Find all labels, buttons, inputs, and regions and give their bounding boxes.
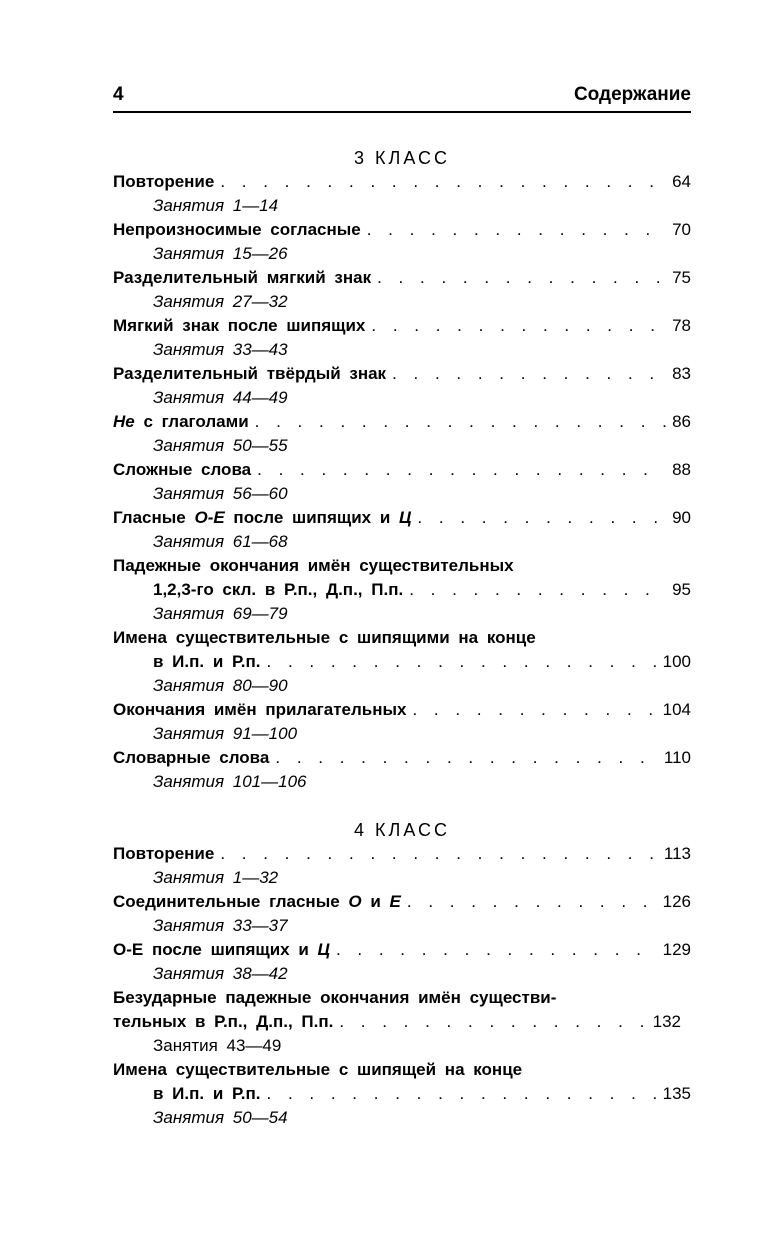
- entry-title: Разделительный мягкий знак: [113, 268, 372, 287]
- entry-title-italic: О-Е: [194, 508, 225, 527]
- entry-title-part: Соединительные гласные: [113, 892, 349, 911]
- page-number: 4: [113, 84, 124, 105]
- entry-title-line1: Имена существительные с шипящими на конце: [113, 628, 536, 647]
- toc-entry: [113, 170, 691, 194]
- entry-title-part: О-Е после шипящих и: [113, 940, 318, 959]
- toc-entry: [113, 842, 691, 866]
- header-rule: [113, 111, 691, 113]
- toc-entry: [113, 626, 691, 650]
- entry-title-part: после шипящих и: [224, 508, 400, 527]
- section-title-grade4: 4 КЛАСС: [354, 820, 450, 840]
- entry-page: 78: [672, 316, 691, 335]
- toc-entry: [113, 266, 691, 290]
- entry-title: Словарные слова: [113, 748, 270, 767]
- toc-entry: [113, 362, 691, 386]
- entry-title-rest: с глаголами: [134, 412, 249, 431]
- entry-title-line1: Имена существительные с шипящей на конце: [113, 1060, 523, 1079]
- dot-leader: [377, 266, 666, 290]
- entry-title-line2: в И.п. и Р.п.: [153, 652, 261, 671]
- toc-entry: [113, 554, 691, 578]
- entry-lessons: Занятия 38—42: [153, 964, 288, 983]
- entry-page: 90: [672, 508, 691, 527]
- dot-leader: [220, 842, 658, 866]
- toc-entry-continued: [113, 578, 691, 602]
- entry-lessons: Занятия 91—100: [153, 724, 298, 743]
- entry-page: 129: [662, 940, 691, 959]
- entry-title-line2: в И.п. и Р.п.: [153, 1084, 261, 1103]
- entry-page: 88: [672, 460, 691, 479]
- entry-page: 132: [652, 1012, 681, 1031]
- entry-title: [113, 506, 411, 530]
- entry-title-line1: Падежные окончания имён существительных: [113, 556, 514, 575]
- toc-entry: [113, 506, 691, 530]
- entry-page: 135: [662, 1084, 691, 1103]
- entry-lessons: Занятия 50—54: [153, 1108, 288, 1127]
- toc-entry: [113, 746, 691, 770]
- toc-entry: [113, 218, 691, 242]
- section-title-grade3: 3 КЛАСС: [354, 148, 450, 168]
- dot-leader: [267, 1082, 657, 1106]
- entry-title: Повторение: [113, 172, 215, 191]
- toc-entry: [113, 314, 691, 338]
- entry-page: 75: [672, 268, 691, 287]
- toc-entry: [113, 938, 691, 962]
- entry-page: 95: [672, 580, 691, 599]
- dot-leader: [367, 218, 666, 242]
- entry-title-part: Гласные: [113, 508, 195, 527]
- entry-lessons: Занятия 61—68: [153, 532, 288, 551]
- entry-title: Мягкий знак после шипящих: [113, 316, 366, 335]
- entry-page: 126: [662, 892, 691, 911]
- entry-page: 64: [672, 172, 691, 191]
- toc-entry: [113, 410, 691, 434]
- dot-leader: [339, 1010, 646, 1034]
- dot-leader: [417, 506, 666, 530]
- entry-title-line2: 1,2,3-го скл. в Р.п., Д.п., П.п.: [153, 580, 404, 599]
- entry-lessons: Занятия 43—49: [153, 1036, 282, 1055]
- entry-title-italic: Е: [389, 892, 401, 911]
- dot-leader: [257, 458, 666, 482]
- entry-title: [113, 410, 249, 434]
- entry-title: Непроизносимые согласные: [113, 220, 361, 239]
- entry-title: [113, 890, 401, 914]
- entry-page: 113: [663, 844, 691, 863]
- entry-page: 100: [662, 652, 691, 671]
- toc-entry: [113, 698, 691, 722]
- entry-page: 70: [672, 220, 691, 239]
- entry-lessons: Занятия 15—26: [153, 244, 288, 263]
- toc-page: [113, 84, 691, 1130]
- entry-title: Повторение: [113, 844, 215, 863]
- entry-title: [113, 938, 330, 962]
- dot-leader: [275, 746, 658, 770]
- entry-title: Сложные слова: [113, 460, 252, 479]
- dot-leader: [409, 578, 666, 602]
- toc-entry: [113, 986, 691, 1010]
- page-header: [113, 84, 691, 110]
- entry-lessons: Занятия 33—37: [153, 916, 288, 935]
- entry-title-line1: Безударные падежные окончания имён существи-: [113, 988, 557, 1007]
- entry-title: Разделительный твёрдый знак: [113, 364, 387, 383]
- toc-entry-continued: [113, 1082, 691, 1106]
- entry-page: 86: [672, 412, 691, 431]
- dot-leader: [220, 170, 666, 194]
- toc-entry: [113, 890, 691, 914]
- entry-page: 83: [672, 364, 691, 383]
- entry-title-line2: тельных в Р.п., Д.п., П.п.: [113, 1012, 334, 1031]
- dot-leader: [336, 938, 657, 962]
- entry-lessons: Занятия 56—60: [153, 484, 288, 503]
- dot-leader: [371, 314, 666, 338]
- entry-lessons: Занятия 101—106: [153, 772, 307, 791]
- entry-page: 104: [662, 700, 691, 719]
- entry-lessons: Занятия 80—90: [153, 676, 288, 695]
- entry-lessons: Занятия 27—32: [153, 292, 288, 311]
- entry-title-italic: Ц: [399, 508, 412, 527]
- toc-entry: [113, 458, 691, 482]
- entry-lessons: Занятия 1—14: [153, 196, 279, 215]
- dot-leader: [407, 890, 657, 914]
- toc-entry-continued: [113, 1010, 691, 1034]
- entry-page: 110: [663, 748, 691, 767]
- entry-lessons: Занятия 1—32: [153, 868, 279, 887]
- entry-title-italic: О: [348, 892, 362, 911]
- entry-title-italic: Ц: [317, 940, 330, 959]
- entry-lessons: Занятия 50—55: [153, 436, 288, 455]
- toc-entry-continued: [113, 650, 691, 674]
- dot-leader: [412, 698, 656, 722]
- dot-leader: [392, 362, 666, 386]
- dot-leader: [267, 650, 657, 674]
- entry-title-part: и: [361, 892, 390, 911]
- running-title: Содержание: [573, 84, 691, 105]
- toc-entry: [113, 1058, 691, 1082]
- entry-title-italic: Не: [113, 412, 135, 431]
- entry-lessons: Занятия 69—79: [153, 604, 288, 623]
- entry-lessons: Занятия 33—43: [153, 340, 288, 359]
- dot-leader: [255, 410, 666, 434]
- entry-lessons: Занятия 44—49: [153, 388, 288, 407]
- entry-title: Окончания имён прилагательных: [113, 700, 407, 719]
